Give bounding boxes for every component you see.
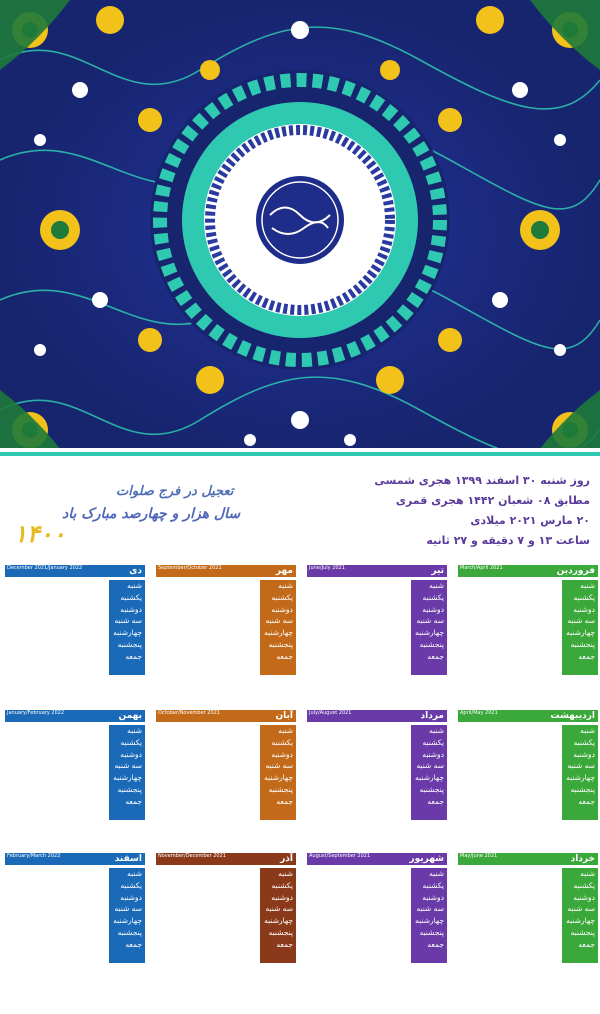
- weekday-label: جمعه: [276, 796, 293, 806]
- weekday-label: چهارشنبه: [415, 773, 444, 783]
- weekday-label: جمعه: [427, 939, 444, 949]
- weekday-column: [260, 580, 296, 675]
- month-header: [307, 710, 447, 722]
- month-gregorian-range: December 2021/January 2022: [7, 565, 83, 571]
- weekday-label: پنجشنبه: [570, 784, 595, 794]
- day-grid: [460, 580, 560, 675]
- weekday-label: پنجشنبه: [570, 639, 595, 649]
- weekday-label: شنبه: [429, 869, 444, 878]
- day-grid: [7, 580, 107, 675]
- weekday-label: چهارشنبه: [566, 773, 595, 783]
- weekday-label: دوشنبه: [120, 604, 142, 614]
- weekday-label: دوشنبه: [271, 749, 293, 759]
- year-number: ۱۴۰۰: [14, 520, 66, 548]
- weekday-column: [109, 868, 145, 963]
- weekday-label: پنجشنبه: [117, 927, 142, 937]
- weekday-label: دوشنبه: [573, 749, 595, 759]
- weekday-label: جمعه: [427, 651, 444, 661]
- weekday-label: یکشنبه: [573, 737, 595, 747]
- month-gregorian-range: September/October 2021: [158, 565, 222, 571]
- weekday-label: پنجشنبه: [117, 784, 142, 794]
- month-header: [5, 853, 145, 865]
- month-header: [5, 710, 145, 722]
- month-header: [307, 853, 447, 865]
- weekday-label: سه شنبه: [265, 904, 293, 914]
- weekday-column: [109, 725, 145, 820]
- day-grid: [7, 725, 107, 820]
- weekday-label: جمعه: [578, 796, 595, 806]
- day-grid: [460, 868, 560, 963]
- weekday-label: چهارشنبه: [264, 773, 293, 783]
- greeting-line-2: سال هزار و چهارصد مبارک باد: [62, 506, 241, 522]
- date-lunar: مطابق ۰۸ شعبان ۱۴۴۲ هجری قمری: [395, 494, 590, 507]
- weekday-label: سه شنبه: [114, 616, 142, 626]
- weekday-label: جمعه: [276, 939, 293, 949]
- month-calendar: [156, 565, 296, 705]
- greeting-block: [8, 484, 258, 554]
- weekday-label: شنبه: [278, 869, 293, 878]
- weekday-label: جمعه: [427, 796, 444, 806]
- month-header: [156, 565, 296, 577]
- month-notes: [158, 965, 294, 991]
- weekday-label: شنبه: [127, 581, 142, 590]
- weekday-label: دوشنبه: [422, 749, 444, 759]
- month-calendar: [307, 853, 447, 993]
- month-header: [458, 565, 598, 577]
- weekday-column: [562, 868, 598, 963]
- weekday-column: [411, 580, 447, 675]
- weekday-label: یکشنبه: [422, 592, 444, 602]
- month-notes: [460, 677, 596, 703]
- day-grid: [309, 725, 409, 820]
- weekday-label: یکشنبه: [120, 880, 142, 890]
- weekday-label: یکشنبه: [422, 737, 444, 747]
- month-name: بهمن: [118, 711, 142, 721]
- month-calendar: [156, 710, 296, 850]
- month-notes: [158, 677, 294, 703]
- weekday-label: شنبه: [429, 726, 444, 735]
- calendar-header: [0, 462, 600, 560]
- month-gregorian-range: August/September 2021: [309, 853, 371, 859]
- weekday-label: یکشنبه: [573, 880, 595, 890]
- month-gregorian-range: May/June 2021: [460, 853, 498, 859]
- weekday-label: سه شنبه: [114, 761, 142, 771]
- month-gregorian-range: March/April 2021: [460, 565, 503, 571]
- weekday-label: دوشنبه: [422, 604, 444, 614]
- weekday-label: جمعه: [578, 651, 595, 661]
- month-header: [5, 565, 145, 577]
- month-notes: [7, 677, 143, 703]
- month-gregorian-range: June/July 2021: [309, 565, 345, 571]
- weekday-label: سه شنبه: [416, 616, 444, 626]
- weekday-label: شنبه: [127, 726, 142, 735]
- month-gregorian-range: November/December 2021: [158, 853, 226, 859]
- tile-pattern: [0, 0, 600, 462]
- weekday-column: [109, 580, 145, 675]
- weekday-label: جمعه: [276, 651, 293, 661]
- day-grid: [309, 868, 409, 963]
- time-of-equinox: ساعت ۱۳ و ۷ دقیقه و ۲۷ ثانیه: [426, 534, 590, 547]
- month-header: [156, 710, 296, 722]
- month-name: دی: [129, 566, 142, 576]
- day-grid: [7, 868, 107, 963]
- weekday-label: شنبه: [580, 726, 595, 735]
- weekday-column: [562, 580, 598, 675]
- month-header: [458, 710, 598, 722]
- month-calendar: [458, 710, 598, 850]
- weekday-label: چهارشنبه: [264, 628, 293, 638]
- decorative-banner: [0, 0, 600, 462]
- weekday-label: چهارشنبه: [415, 628, 444, 638]
- weekday-label: جمعه: [578, 939, 595, 949]
- weekday-label: چهارشنبه: [113, 916, 142, 926]
- weekday-label: دوشنبه: [120, 892, 142, 902]
- date-gregorian: ۲۰ مارس ۲۰۲۱ میلادی: [470, 514, 590, 527]
- weekday-label: یکشنبه: [422, 880, 444, 890]
- weekday-label: چهارشنبه: [566, 916, 595, 926]
- month-notes: [460, 822, 596, 848]
- weekday-label: یکشنبه: [573, 592, 595, 602]
- weekday-label: چهارشنبه: [113, 773, 142, 783]
- month-calendar: [307, 565, 447, 705]
- weekday-label: چهارشنبه: [113, 628, 142, 638]
- month-calendar: [307, 710, 447, 850]
- month-notes: [158, 822, 294, 848]
- weekday-label: سه شنبه: [265, 761, 293, 771]
- month-header: [458, 853, 598, 865]
- weekday-label: سه شنبه: [567, 904, 595, 914]
- greeting-line-1: تعجیل در فرج صلوات: [116, 484, 234, 499]
- weekday-column: [411, 725, 447, 820]
- weekday-label: یکشنبه: [120, 737, 142, 747]
- month-name: شهریور: [409, 854, 444, 864]
- day-grid: [158, 580, 258, 675]
- weekday-label: دوشنبه: [573, 604, 595, 614]
- weekday-label: دوشنبه: [422, 892, 444, 902]
- weekday-label: شنبه: [429, 581, 444, 590]
- month-name: مرداد: [420, 711, 444, 721]
- weekday-label: پنجشنبه: [268, 927, 293, 937]
- weekday-label: سه شنبه: [265, 616, 293, 626]
- weekday-label: جمعه: [125, 796, 142, 806]
- weekday-label: دوشنبه: [573, 892, 595, 902]
- month-gregorian-range: February/March 2022: [7, 853, 61, 859]
- day-grid: [158, 725, 258, 820]
- month-notes: [460, 965, 596, 991]
- weekday-column: [411, 868, 447, 963]
- weekday-label: سه شنبه: [567, 616, 595, 626]
- month-calendar: [156, 853, 296, 993]
- weekday-label: پنجشنبه: [570, 927, 595, 937]
- weekday-label: شنبه: [580, 869, 595, 878]
- month-name: خرداد: [570, 854, 595, 864]
- weekday-label: چهارشنبه: [415, 916, 444, 926]
- weekday-label: چهارشنبه: [264, 916, 293, 926]
- month-name: آبان: [275, 711, 293, 721]
- weekday-label: یکشنبه: [120, 592, 142, 602]
- date-solar: روز شنبه ۳۰ اسفند ۱۳۹۹ هجری شمسی: [374, 474, 590, 487]
- month-calendar: [458, 853, 598, 993]
- weekday-label: یکشنبه: [271, 592, 293, 602]
- month-header: [307, 565, 447, 577]
- day-grid: [460, 725, 560, 820]
- weekday-label: پنجشنبه: [117, 639, 142, 649]
- month-name: اردیبهشت: [550, 711, 595, 721]
- month-header: [156, 853, 296, 865]
- weekday-label: شنبه: [127, 869, 142, 878]
- month-name: اسفند: [114, 854, 142, 864]
- month-notes: [7, 965, 143, 991]
- weekday-label: سه شنبه: [114, 904, 142, 914]
- weekday-label: پنجشنبه: [268, 784, 293, 794]
- month-calendar: [5, 853, 145, 993]
- weekday-label: پنجشنبه: [268, 639, 293, 649]
- month-gregorian-range: October/November 2021: [158, 710, 221, 716]
- weekday-label: یکشنبه: [271, 880, 293, 890]
- weekday-label: دوشنبه: [120, 749, 142, 759]
- weekday-label: شنبه: [580, 581, 595, 590]
- month-notes: [309, 965, 445, 991]
- weekday-label: جمعه: [125, 939, 142, 949]
- weekday-label: شنبه: [278, 581, 293, 590]
- month-calendar: [5, 710, 145, 850]
- weekday-label: پنجشنبه: [419, 784, 444, 794]
- weekday-column: [260, 725, 296, 820]
- weekday-label: سه شنبه: [416, 761, 444, 771]
- month-name: فروردین: [556, 566, 595, 576]
- month-name: آذر: [280, 854, 293, 864]
- medallion: [150, 70, 450, 370]
- month-notes: [309, 677, 445, 703]
- weekday-label: یکشنبه: [271, 737, 293, 747]
- month-notes: [309, 822, 445, 848]
- weekday-label: جمعه: [125, 651, 142, 661]
- weekday-label: شنبه: [278, 726, 293, 735]
- weekday-label: چهارشنبه: [566, 628, 595, 638]
- month-notes: [7, 822, 143, 848]
- weekday-column: [260, 868, 296, 963]
- month-name: تیر: [431, 566, 444, 576]
- weekday-label: پنجشنبه: [419, 639, 444, 649]
- weekday-label: دوشنبه: [271, 604, 293, 614]
- weekday-label: پنجشنبه: [419, 927, 444, 937]
- weekday-label: سه شنبه: [416, 904, 444, 914]
- month-gregorian-range: April/May 2021: [460, 710, 498, 716]
- month-gregorian-range: January/February 2022: [7, 710, 65, 716]
- weekday-column: [562, 725, 598, 820]
- weekday-label: سه شنبه: [567, 761, 595, 771]
- month-gregorian-range: July/August 2021: [309, 710, 352, 716]
- month-calendar: [5, 565, 145, 705]
- month-name: مهر: [275, 566, 293, 576]
- day-grid: [158, 868, 258, 963]
- weekday-label: دوشنبه: [271, 892, 293, 902]
- day-grid: [309, 580, 409, 675]
- month-calendar: [458, 565, 598, 705]
